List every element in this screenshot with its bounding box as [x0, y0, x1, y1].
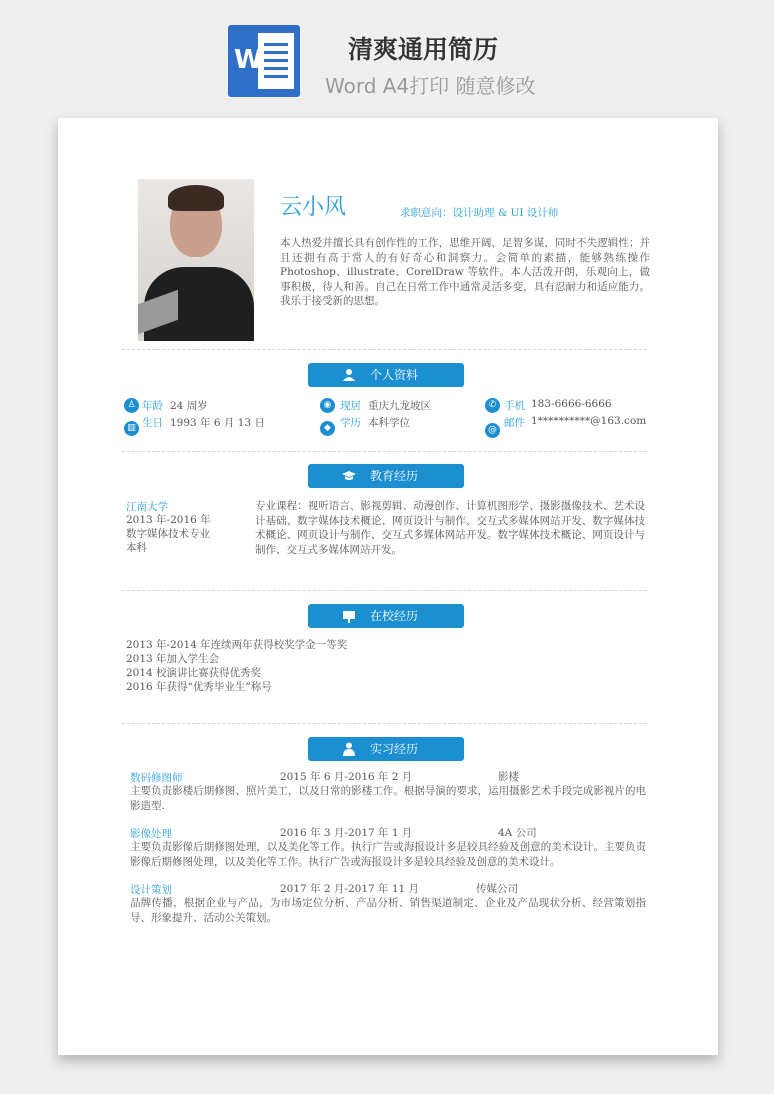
- word-icon-letter: W: [234, 45, 263, 75]
- degree-label: 学历: [340, 417, 361, 429]
- campus-item: 2013 年-2014 年连续两年获得校奖学金一等奖: [126, 639, 348, 651]
- education-level: 本科: [126, 542, 147, 554]
- self-introduction: 本人热爱并擅长具有创作性的工作，思维开阔，足智多谋，同时不失逻辑性；并且还拥有高于常人的有好奇心和洞察力。会简单的素描，能够熟练操作Photoshop、illustrate、CorelDraw 等软件。本人活泼开朗，乐观向上，做事积极，待人和善。自己在日常工作中通常灵活多变，具有忍耐力和适应能力。我乐于接受新的思想。: [280, 237, 650, 307]
- phone-value: 183-6666-6666: [531, 398, 612, 410]
- divider: [122, 723, 647, 724]
- degree-value: 本科学位: [368, 417, 410, 429]
- email-label: 邮件: [504, 417, 525, 429]
- job-company: 影楼: [498, 771, 519, 783]
- location-label: 现居: [340, 400, 361, 412]
- school-name: 江南大学: [126, 501, 168, 513]
- divider: [122, 590, 647, 591]
- resume-page: [58, 118, 718, 1055]
- user-icon: [342, 368, 356, 382]
- job-objective: 求职意向：设计助理 & UI 设计师: [400, 207, 559, 219]
- divider: [122, 349, 647, 350]
- campus-item: 2016 年获得“优秀毕业生”称号: [126, 681, 272, 693]
- phone-label: 手机: [504, 400, 525, 412]
- graduation-cap-icon: [342, 469, 356, 483]
- person-icon: ♙: [124, 398, 139, 413]
- campus-item: 2014 校演讲比赛获得优秀奖: [126, 667, 262, 679]
- job-company: 4A 公司: [498, 827, 537, 839]
- email-icon: @: [485, 423, 500, 438]
- section-header-education: [308, 464, 464, 488]
- section-title: 实习经历: [370, 742, 419, 756]
- job-title: 影像处理: [130, 828, 172, 840]
- section-header-personal: [308, 363, 464, 387]
- section-header-campus: [308, 604, 464, 628]
- cake-icon: ▥: [124, 421, 139, 436]
- candidate-name: 云小风: [280, 195, 347, 220]
- job-title: 设计策划: [130, 884, 172, 896]
- job-title: 数码修图师: [130, 772, 183, 784]
- age-value: 24 周岁: [170, 400, 208, 412]
- divider: [122, 451, 647, 452]
- job-period: 2015 年 6 月-2016 年 2 月: [280, 771, 413, 783]
- education-period: 2013 年-2016 年: [126, 514, 211, 526]
- section-title: 在校经历: [370, 609, 419, 623]
- age-label: 年龄: [142, 400, 163, 412]
- job-description: 主要负责影像后期修图处理，以及美化等工作。执行广告或海报设计多是较具经验及创意的美术设计。主要负责影像后期修图处理，以及美化等工作。执行广告或海报设计多是较具经验及创意的美术设计。: [130, 841, 646, 868]
- job-description: 品牌传播，根据企业与产品，为市场定位分析、产品分析、销售渠道制定、企业及产品现状分析、经营策划指导、形象提升、活动公关策划。: [130, 897, 646, 924]
- job-period: 2017 年 2 月-2017 年 11 月: [280, 883, 420, 895]
- job-company: 传媒公司: [476, 883, 518, 895]
- email-value: 1**********@163.com: [531, 415, 647, 427]
- worker-icon: [342, 742, 356, 756]
- campus-item: 2013 年加入学生会: [126, 653, 220, 665]
- birth-label: 生日: [142, 417, 163, 429]
- section-header-internship: [308, 737, 464, 761]
- job-period: 2016 年 3 月-2017 年 1 月: [280, 827, 413, 839]
- birth-value: 1993 年 6 月 13 日: [170, 417, 265, 429]
- section-title: 个人资料: [370, 368, 419, 382]
- word-icon: [228, 25, 300, 97]
- education-courses: 专业课程：视听语言、影视剪辑、动漫创作、计算机图形学、摄影摄像技术、艺术设计基础、数字媒体技术概论、网页设计与制作、交互式多媒体网站开发、数字媒体技术概论、网页设计与制作、交互式多媒体网站开发。数字媒体技术概论、网页设计与制作、交互式多媒体网站开发。: [255, 500, 645, 556]
- job-description: 主要负责影楼后期修图、照片美工，以及日常的影楼工作。根据导演的要求，运用摄影艺术手段完成影视片的电影造型.: [130, 785, 646, 812]
- education-major: 数字媒体技术专业: [126, 528, 210, 540]
- graduation-cap-icon: ◆: [320, 421, 335, 436]
- banner: [0, 0, 774, 118]
- location-value: 重庆九龙坡区: [368, 400, 431, 412]
- section-title: 教育经历: [370, 469, 419, 483]
- profile-photo: [138, 179, 254, 341]
- location-icon: ◉: [320, 398, 335, 413]
- phone-icon: ✆: [485, 398, 500, 413]
- presentation-board-icon: [342, 609, 356, 623]
- banner-subtitle: Word A4打印 随意修改: [325, 74, 536, 98]
- banner-title: 清爽通用简历: [348, 35, 499, 64]
